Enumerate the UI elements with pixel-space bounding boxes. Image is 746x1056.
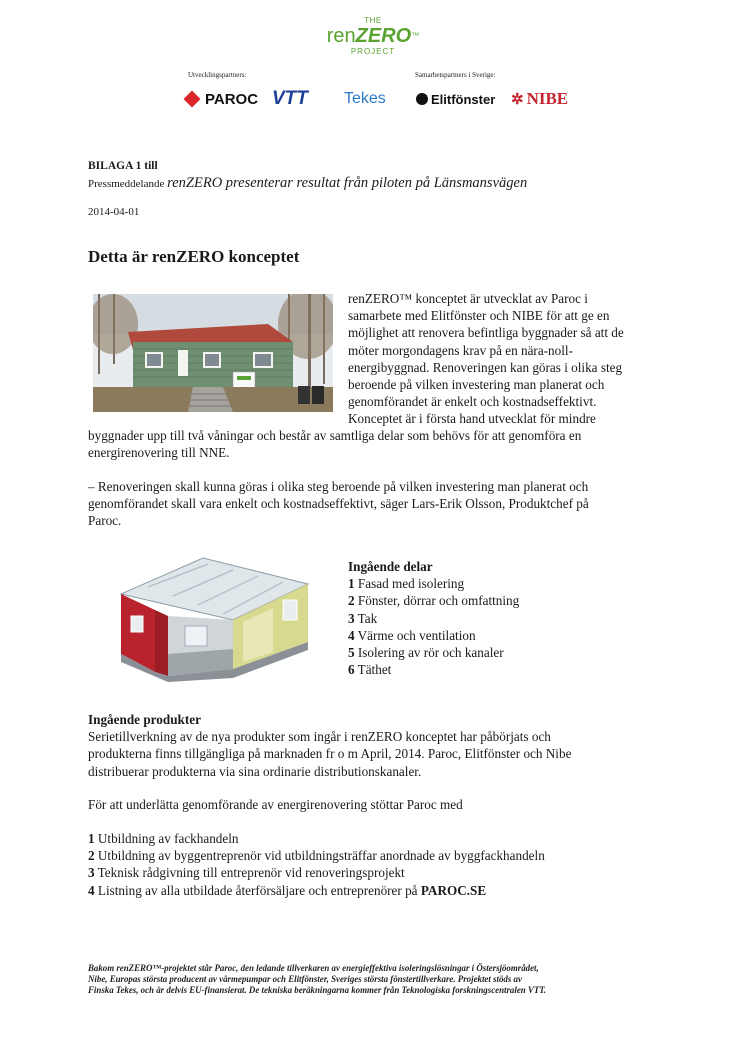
- parts-item: [348, 610, 658, 627]
- parts-item: [348, 661, 658, 678]
- quote-paragraph: [88, 478, 658, 530]
- footer-line: Finska Tekes, och är delvis EU-finansierat. De tekniska beräkningarna kommer från Teknologiska forskningscentralen VTT.: [88, 985, 547, 995]
- nibe-logo: [511, 88, 568, 110]
- intro-line: beroende på vilken investering man planerat och: [348, 377, 605, 393]
- support-item-num: 2: [88, 848, 95, 864]
- intro-line: energirenovering till NNE.: [88, 445, 230, 461]
- elitfonster-circle-icon: [416, 93, 428, 105]
- intro-line: möjlighet att renovera befintliga byggnader så att de: [348, 325, 624, 341]
- parts-list: [348, 575, 658, 678]
- intro-line: samarbete med Elitfönster och NIBE för att ge en: [348, 308, 610, 324]
- intro-line: renZERO™ konceptet är utvecklat av Paroc i: [348, 291, 588, 306]
- logo-the: THE: [364, 16, 382, 25]
- support-intro: För att underlätta genomförande av energirenovering stöttar Paroc med: [88, 797, 463, 812]
- parts-item: [348, 592, 658, 609]
- support-item: [88, 847, 658, 864]
- elitfonster-logo: [416, 88, 495, 110]
- paroc-logo: [186, 88, 258, 110]
- parts-item: [348, 627, 658, 644]
- house-photo-svg: [93, 294, 333, 412]
- footer-line: Bakom renZERO™-projektet står Paroc, den ledande tillverkaren av energieffektiva isoleringslösningar i Östersjöområdet,: [88, 963, 539, 973]
- tekes-name: Tekes: [344, 90, 386, 107]
- parts-item: [348, 644, 658, 661]
- house-cutaway-diagram: [93, 554, 323, 682]
- parts-item-num: 4: [348, 627, 355, 643]
- doc-date: 2014-04-01: [88, 206, 140, 218]
- parts-item-num: 2: [348, 593, 355, 609]
- nibe-star-icon: ✲: [511, 91, 524, 108]
- elitfonster-name: Elitfönster: [431, 91, 496, 107]
- products-line: produkterna finns tillgängliga på marknaden fr o m April, 2014. Paroc, Elitfönster och Nibe: [88, 746, 572, 762]
- logo-zero: ZERO: [355, 25, 412, 47]
- parts-item-text: Isolering av rör och kanaler: [354, 645, 504, 661]
- paroc-se-link[interactable]: PAROC.SE: [420, 882, 487, 898]
- products-line: distribuerar produkterna via sina ordinarie distributionskanaler.: [88, 763, 422, 779]
- logo-tm: ™: [411, 31, 420, 40]
- page-title: Detta är renZERO konceptet: [88, 247, 300, 266]
- vtt-name: VTT: [272, 88, 308, 109]
- coop-partners-label: Samarbetspartners i Sverige:: [415, 71, 496, 79]
- footer-note: [88, 963, 668, 996]
- parts-item-text: Tak: [354, 610, 378, 626]
- products-line: Serietillverkning av de nya produkter som ingår i renZERO konceptet har påbörjats och: [88, 729, 551, 745]
- press-line: [88, 174, 708, 192]
- parts-item-num: 5: [348, 645, 355, 661]
- bilaga-label: BILAGA 1 till: [88, 160, 158, 172]
- paroc-diamond-icon: [184, 91, 201, 108]
- support-item-text: Utbildning av fackhandeln: [94, 831, 239, 846]
- logo-wordmark: [0, 25, 746, 47]
- quote-line: Paroc.: [88, 513, 122, 529]
- intro-line: Konceptet är i första hand utvecklat för mindre: [348, 411, 596, 427]
- products-section: [88, 711, 658, 780]
- parts-item-num: 3: [348, 610, 355, 626]
- parts-item-num: 1: [348, 576, 355, 592]
- footer-line: Nibe, Europas största producent av värmepumpar och Elitfönster, Sveriges största fönstertillverkare. Projektet stöds av: [88, 974, 522, 984]
- intro-line: byggnader upp till två våningar och består av samtliga delar som behövs för att genomföra en: [88, 428, 582, 443]
- paroc-name: PAROC: [205, 90, 259, 108]
- quote-line: genomförandet skall vara enkelt och kostnadseffektivt, säger Lars-Erik Olsson, Produktchef på: [88, 496, 589, 512]
- support-item-num: 3: [88, 865, 95, 881]
- parts-item: [348, 575, 658, 592]
- parts-item-text: Värme och ventilation: [354, 627, 476, 643]
- vtt-logo: [272, 88, 308, 110]
- support-item-text: Listning av alla utbildade återförsäljare och entreprenörer på: [94, 882, 421, 898]
- logo-project: PROJECT: [350, 47, 396, 56]
- press-prefix: Pressmeddelande: [88, 178, 168, 190]
- intro-line: energibyggnad. Renoveringen kan göras i olika steg: [348, 359, 623, 375]
- house-photo: [93, 294, 333, 412]
- support-item: [88, 830, 658, 847]
- parts-heading: Ingående delar: [348, 559, 433, 574]
- intro-line: möter morgondagens krav på en nära-noll-: [348, 342, 573, 358]
- parts-item-text: Fönster, dörrar och omfattning: [354, 593, 520, 609]
- logo-ren: ren: [326, 25, 356, 47]
- intro-line: genomförandet är enkelt och kostnadseffektivt.: [348, 394, 597, 410]
- nibe-name: NIBE: [526, 89, 569, 108]
- support-item: [88, 864, 658, 881]
- intro-paragraph: [348, 290, 658, 428]
- parts-item-text: Täthet: [354, 662, 392, 678]
- dev-partners-label: Utvecklingspartners:: [188, 71, 247, 79]
- products-heading: Ingående produkter: [88, 712, 201, 727]
- parts-item-num: 6: [348, 662, 355, 678]
- support-item-text: Teknisk rådgivning till entreprenör vid renoveringsprojekt: [94, 865, 405, 881]
- support-item: [88, 882, 658, 899]
- support-item-num: 1: [88, 831, 95, 846]
- cutaway-svg: [93, 554, 323, 682]
- press-title: renZERO presenterar resultat från piloten på Länsmansvägen: [167, 175, 528, 191]
- parts-section: [348, 558, 658, 678]
- tekes-logo: [344, 88, 386, 110]
- support-item-num: 4: [88, 882, 95, 898]
- quote-line: – Renoveringen skall kunna göras i olika steg beroende på vilken investering man planerat och: [88, 479, 589, 494]
- intro-paragraph-cont: [88, 427, 658, 461]
- support-item-text: Utbildning av byggentreprenör vid utbildningsträffar anordnade av byggfackhandeln: [94, 848, 545, 864]
- renzero-logo: [0, 16, 746, 56]
- support-list: [88, 830, 658, 899]
- parts-item-text: Fasad med isolering: [354, 576, 465, 592]
